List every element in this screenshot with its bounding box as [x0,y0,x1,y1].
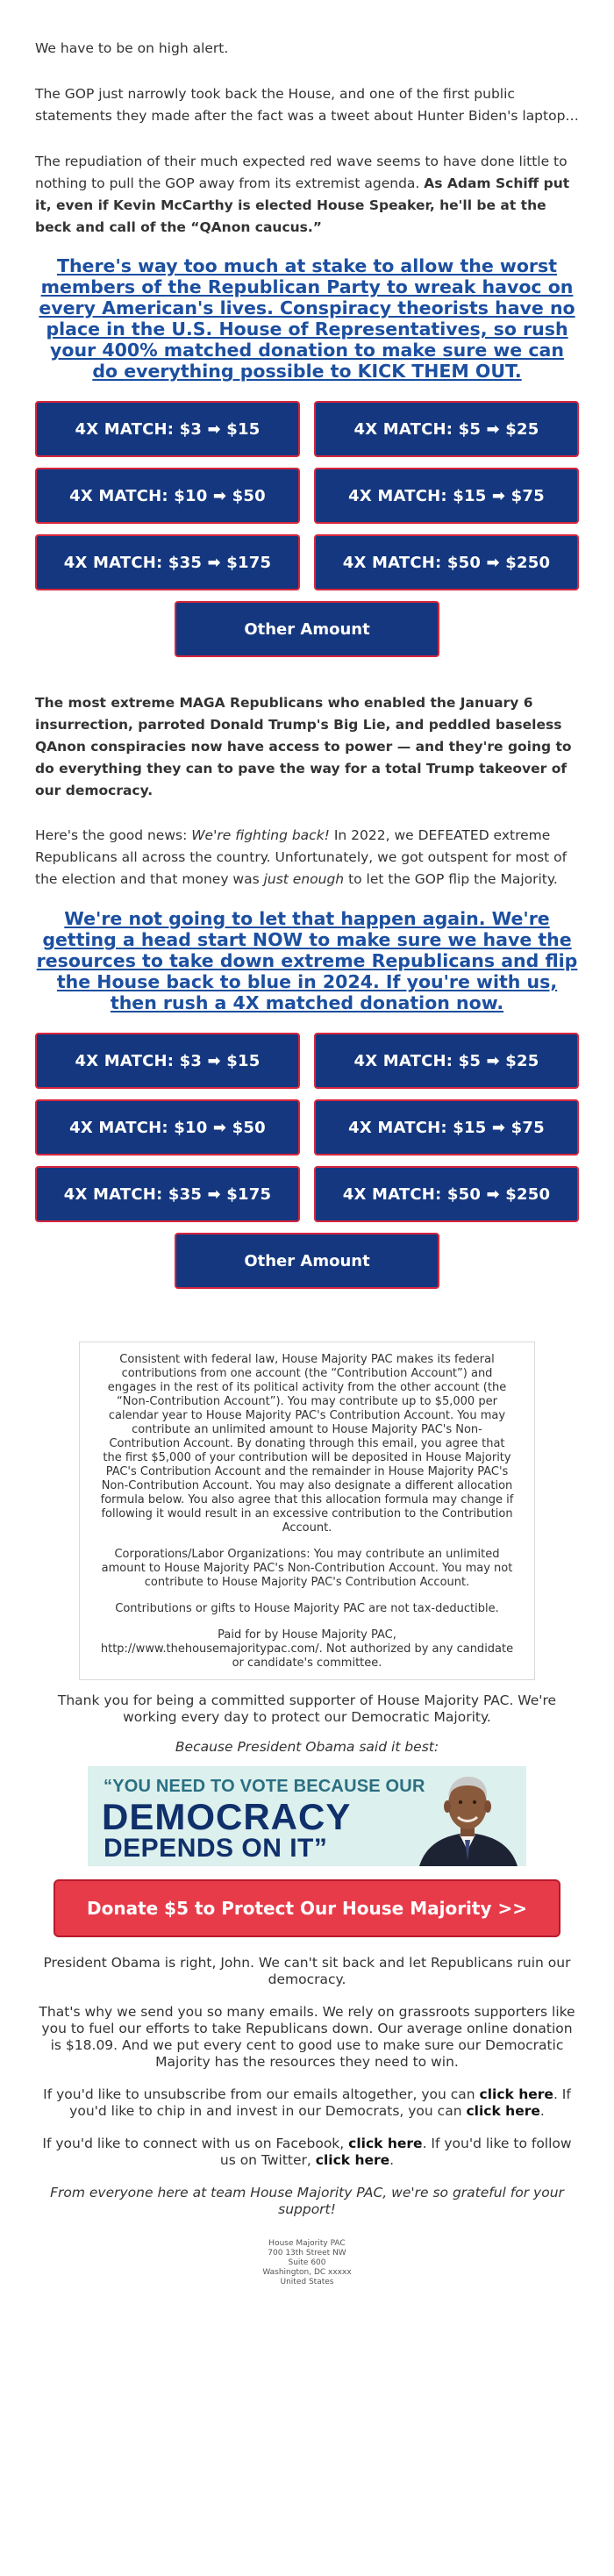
just-enough-text: just enough [263,871,345,887]
unsubscribe-link[interactable]: click here [479,2086,553,2102]
unsubscribe-end: . [539,2103,545,2119]
obama-intro: Because President Obama said it best: [175,1739,439,1755]
headline-head-start[interactable]: We're not going to let that happen again. We're getting a head start NOW to make sure we have the resources to take down extreme Republicans and flip the House back to blue in 2024. If you're with us, then rush a 4X matched donation now. [36,908,578,1013]
twitter-link[interactable]: click here [315,2152,390,2168]
donate-3-button[interactable]: 4X MATCH: $3 ➡ $15 [35,401,300,457]
donate-5-button[interactable]: 4X MATCH: $5 ➡ $25 [314,401,579,457]
fighting-back-text: We're fighting back! [191,827,330,843]
obama-portrait-image [411,1770,525,1866]
social-paragraph [35,2136,579,2169]
banner-quote-line-3: DEPENDS ON IT” [104,1834,328,1863]
banner-quote-line-2: DEMOCRACY [102,1796,352,1837]
good-news-paragraph [35,825,579,891]
donate-3-button[interactable]: 4X MATCH: $3 ➡ $15 [35,1033,300,1089]
unsubscribe-paragraph [35,2086,579,2120]
intro-paragraph-2: The GOP just narrowly took back the House, and one of the first public statements they made after the fact was a tweet about Hunter Biden's laptop… [35,86,579,124]
obama-quote-banner [88,1766,526,1866]
address-org: House Majority PAC [268,2239,346,2248]
good-news-end: to let the GOP flip the Majority. [344,871,558,887]
intro-paragraph-3 [35,151,579,239]
banner-quote-line-1: “YOU NEED TO VOTE BECAUSE OUR [104,1777,425,1796]
good-news-body: In 2022, we DEFEATED extreme Republicans all across the country. Unfortunately, we got outspent for most of the election and that money was [35,827,568,887]
donate-50-button[interactable]: 4X MATCH: $50 ➡ $250 [314,1166,579,1222]
donate-5-button[interactable]: 4X MATCH: $5 ➡ $25 [314,1033,579,1089]
social-end: . [389,2152,395,2168]
emails-paragraph: That's why we send you so many emails. We rely on grassroots supporters like you to fuel our efforts to take Republicans down. Our average online donation is $18.09. And we put every cent to good use to make sure our Democratic Majority has the resources they need to win. [39,2004,575,2070]
disclaimer-contribution-accounts: Consistent with federal law, House Majority PAC makes its federal contributions from one account (the “Contribution Account”) and engages in the rest of its political activity from the other account (the “Non-Contribution Account”). You may contribute up to $5,000 per calendar year to House Majority PAC's Contribution Account. You may contribute an unlimited amount to House Majority PAC's Non-Contribution Account. By donating through this email, you agree that the first $5,000 of your contribution will be deposited in House Majority PAC's Contribution Account and the remainder in House Majority PAC's Non-Contribution Account. You may also designate a different allocation formula below. You also agree that this allocation formula may change if following it would result in an excessive contribution to the Contribution Account. [100,1353,514,1535]
other-amount-button[interactable]: Other Amount [175,601,439,657]
thanks-paragraph: Thank you for being a committed supporter of House Majority PAC. We're working every day to protect our Democratic Majority. [57,1692,557,1725]
headline-kick-them-out[interactable]: There's way too much at stake to allow the worst members of the Republican Party to wreak havoc on every American's lives. Conspiracy theorists have no place in the U.S. House of Representatives, so rush your 400% matched donation to make sure we can do everything possible to KICK THEM OUT. [39,255,575,382]
donate-35-button[interactable]: 4X MATCH: $35 ➡ $175 [35,1166,300,1222]
disclaimer-paid-for-line-1: Paid for by House Majority PAC, [218,1628,396,1642]
donate-15-button[interactable]: 4X MATCH: $15 ➡ $75 [314,1099,579,1156]
maga-paragraph: The most extreme MAGA Republicans who enabled the January 6 insurrection, parroted Donald Trump's Big Lie, and peddled baseless QAnon conspiracies now have access to power — and they're going to do everything they can to pave the way for a total Trump takeover of our democracy. [35,695,572,798]
facebook-text: If you'd like to connect with us on Facebook, [42,2136,349,2151]
donate-10-button[interactable]: 4X MATCH: $10 ➡ $50 [35,468,300,524]
facebook-link[interactable]: click here [348,2136,423,2151]
address-street: 700 13th Street NW [268,2249,346,2258]
legal-disclaimer [79,1342,535,1680]
address-country: United States [280,2278,334,2286]
other-amount-button[interactable]: Other Amount [175,1233,439,1289]
unsubscribe-text: If you'd like to unsubscribe from our emails altogether, you can [43,2086,480,2102]
obama-right-paragraph: President Obama is right, John. We can't sit back and let Republicans ruin our democracy. [43,1955,571,1987]
donate-5-protect-majority-button[interactable]: Donate $5 to Protect Our House Majority >> [54,1879,560,1937]
disclaimer-tax: Contributions or gifts to House Majority PAC are not tax-deductible. [115,1602,499,1615]
disclaimer-paid-for-line-2: http://www.thehousemajoritypac.com/. Not authorized by any candidate or candidate's committee. [100,1642,514,1670]
schiff-quote: As Adam Schiff put it, even if Kevin McCarthy is elected House Speaker, he'll be at the beck and call of the “QAnon caucus.” [35,175,570,235]
chip-in-link[interactable]: click here [466,2103,540,2119]
closing-paragraph: From everyone here at team House Majority PAC, we're so grateful for your support! [50,2185,564,2217]
intro-paragraph-1: We have to be on high alert. [35,40,229,56]
mailing-address [35,2239,579,2287]
disclaimer-corporations: Corporations/Labor Organizations: You may contribute an unlimited amount to House Majority PAC's Non-Contribution Account. You may not contribute to House Majority PAC's Contribution Account. [101,1548,513,1589]
donation-button-grid-2 [35,1033,579,1233]
intro-paragraph-3-regular: The repudiation of their much expected red wave seems to have done little to nothing to pull the GOP away from its extremist agenda. [35,154,568,191]
twitter-text: . If you'd like to follow us on Twitter, [219,2136,572,2168]
donation-button-grid-1 [35,401,579,601]
address-suite: Suite 600 [288,2258,326,2267]
donate-10-button[interactable]: 4X MATCH: $10 ➡ $50 [35,1099,300,1156]
address-city: Washington, DC xxxxx [262,2268,352,2277]
donate-35-button[interactable]: 4X MATCH: $35 ➡ $175 [35,534,300,590]
good-news-intro: Here's the good news: [35,827,192,843]
donate-15-button[interactable]: 4X MATCH: $15 ➡ $75 [314,468,579,524]
chip-in-text: . If you'd like to chip in and invest in our Democrats, you can [69,2086,571,2119]
donate-50-button[interactable]: 4X MATCH: $50 ➡ $250 [314,534,579,590]
